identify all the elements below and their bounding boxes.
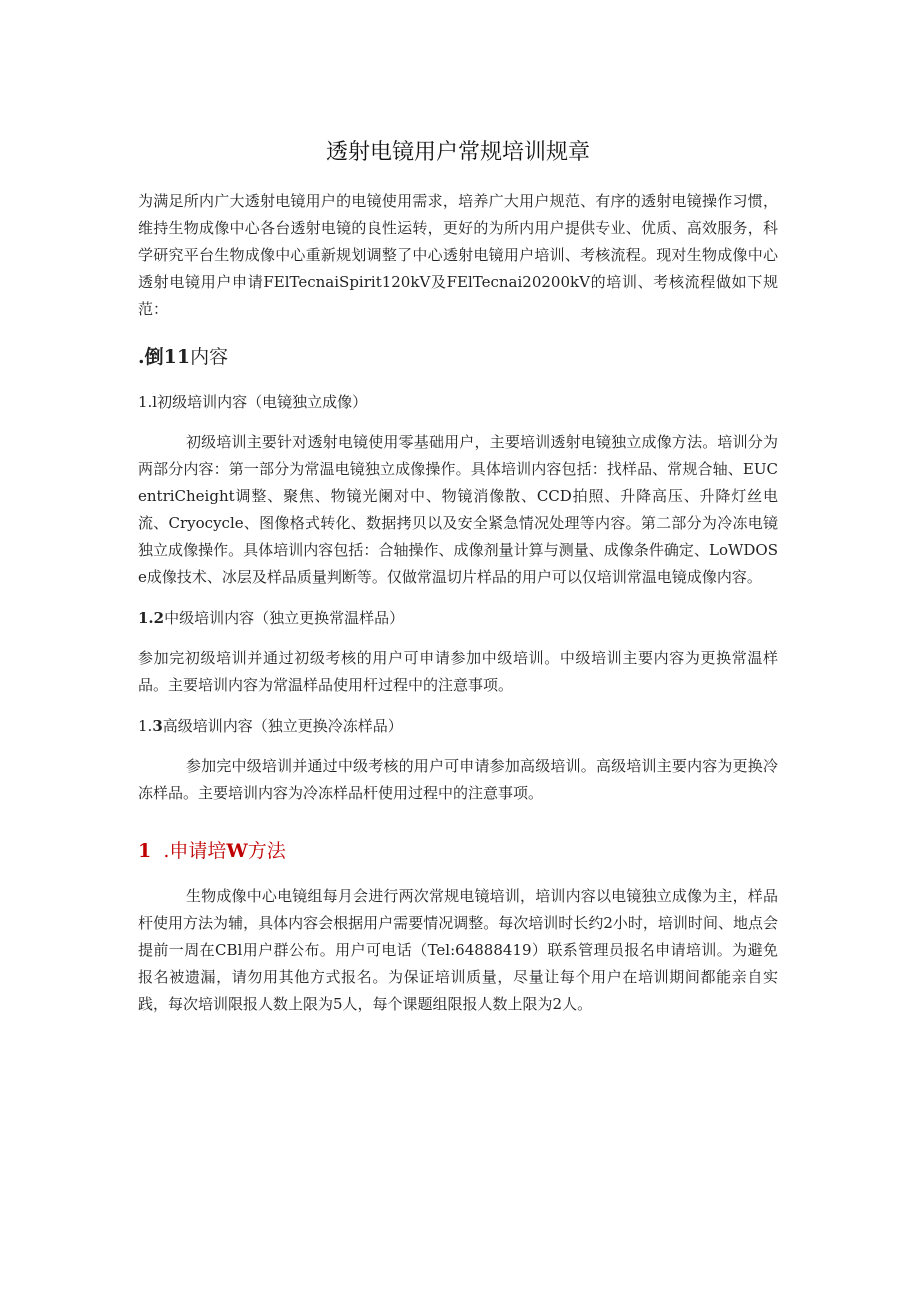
subsection-1-1-heading: [138, 389, 778, 415]
section-1-heading: [138, 343, 778, 371]
subsection-1-1-body: 初级培训主要针对透射电镜使用零基础用户，主要培训透射电镜独立成像方法。培训分为两部分内容：第一部分为常温电镜独立成像操作。具体培训内容包括：找样品、常规合轴、EUCentriCheight调整、聚焦、物镜光阑对中、物镜消像散、CCD拍照、升降高压、升降灯丝电流、Cryocycle、图像格式转化、数据拷贝以及安全紧急情况处理等内容。第二部分为冷冻电镜独立成像操作。具体培训内容包括：合轴操作、成像剂量计算与测量、成像条件确定、LoWDOSe成像技术、冰层及样品质量判断等。仅做常温切片样品的用户可以仅培训常温电镜成像内容。: [138, 433, 778, 586]
section-2-number: 1: [138, 840, 152, 862]
subsection-1-3-number-suffix: 3: [152, 717, 163, 735]
subsection-1-2-heading: [138, 605, 778, 631]
section-1-number: .倒11: [138, 346, 191, 368]
section-2-heading: [138, 837, 778, 865]
subsection-1-2-label: 中级培训内容（独立更换常温样品）: [164, 609, 405, 627]
page-title: 透射电镜用户常规培训规章: [325, 140, 590, 165]
subsection-1-3-label: 高级培训内容（独立更换冷冻样品）: [162, 717, 403, 735]
subsection-1-2-number: 1.2: [138, 609, 165, 627]
document-body: [138, 138, 778, 1018]
subsection-1-1-label: 初级培训内容（电镜独立成像）: [157, 393, 368, 411]
section-1-label: 内容: [190, 346, 229, 368]
subsection-1-1-number: 1.l: [138, 393, 158, 411]
section-2-label-b: W: [226, 840, 248, 862]
section-2-body: 生物成像中心电镜组每月会进行两次常规电镜培训，培训内容以电镜独立成像为主，样品杆使用方法为辅，具体内容会根据用户需要情况调整。每次培训时长约2小时，培训时间、地点会提前一周在CBl用户群公布。用户可电话（Tel:64888419）联系管理员报名申请培训。为避免报名被遗漏，请勿用其他方式报名。为保证培训质量，尽量让每个用户在培训期间都能亲自实践，每次培训限报人数上限为5人，每个课题组限报人数上限为2人。: [138, 887, 778, 1013]
subsection-1-3-heading: [138, 713, 778, 739]
subsection-1-3-number-prefix: 1.: [138, 717, 153, 735]
subsection-1-3-body: 参加完中级培训并通过中级考核的用户可申请参加高级培训。高级培训主要内容为更换冷冻样品。主要培训内容为冷冻样品杆使用过程中的注意事项。: [138, 757, 778, 802]
subsection-1-2-body: 参加完初级培训并通过初级考核的用户可申请参加中级培训。中级培训主要内容为更换常温样品。主要培训内容为常温样品使用杆过程中的注意事项。: [138, 649, 778, 694]
section-2-label-a: .申请培: [163, 840, 227, 862]
spacer: [138, 807, 778, 817]
section-2-label-c: 方法: [247, 840, 286, 862]
intro-paragraph: 为满足所内广大透射电镜用户的电镜使用需求，培养广大用户规范、有序的透射电镜操作习惯，维持生物成像中心各台透射电镜的良性运转，更好的为所内用户提供专业、优质、高效服务，科学研究平台生物成像中心重新规划调整了中心透射电镜用户培训、考核流程。现对生物成像中心透射电镜用户申请FElTecnaiSpirit120kV及FElTecnai20200kV的培训、考核流程做如下规范：: [138, 192, 778, 318]
